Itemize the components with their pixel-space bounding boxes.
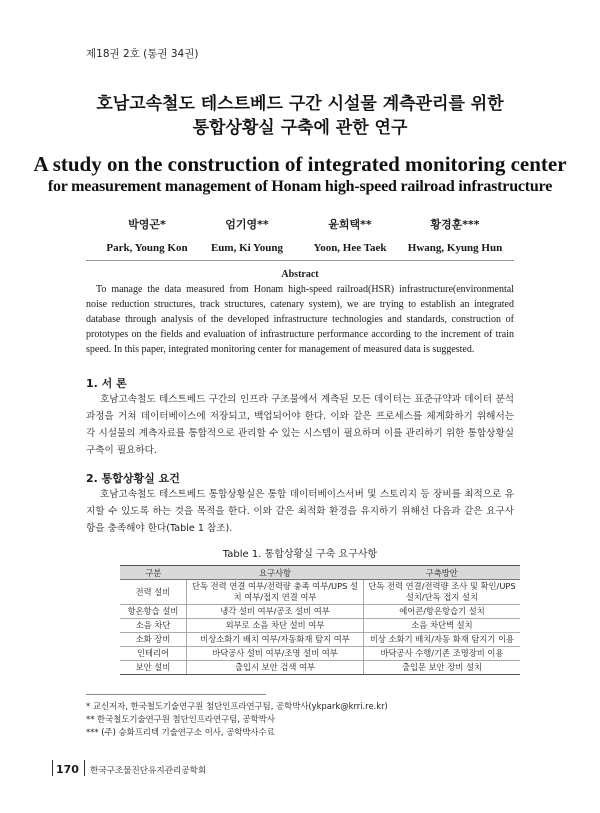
abstract-heading: Abstract: [281, 269, 319, 280]
header-divider: [86, 260, 514, 261]
table-header-category: 구분: [120, 566, 187, 580]
table-row: [120, 647, 520, 661]
table-cell-requirement: 냉각 설비 여부/공조 설비 여부: [187, 605, 364, 619]
author-ko-name: 박영곤*: [128, 218, 166, 231]
table-cell-plan: 에어콘/항온항습기 설치: [364, 605, 521, 619]
table-caption: Table 1. 통합상황실 구축 요구사항: [222, 549, 378, 560]
english-title-line-1: A study on the construction of integrated monitoring center: [33, 152, 567, 176]
requirements-table: [120, 565, 520, 675]
english-title-line-2: for measurement management of Honam high-speed railroad infrastructure: [47, 178, 553, 195]
author-4: [390, 216, 520, 254]
page-number: 170: [56, 763, 79, 776]
table-cell-requirement: 비상소화기 배치 여부/자동화재 탐지 여부: [187, 633, 364, 647]
table-header-plan: 구축방안: [364, 566, 521, 580]
section-1-body: 호남고속철도 테스트베드 구간의 인프라 구조물에서 계측된 모든 데이터는 표준규약과 데이터 분석과정을 거쳐 데이터베이스에 저장되고, 백업되어야 한다. 이와 같은 프로세스를 체계화하기 위해서는 각 시설물의 계측자료를 통합적으로 관리할 수 있는 시스템이 필요하며 이를 관리하기 위한 통합상황실 구축이 필요하다.: [86, 394, 514, 456]
author-ko-name: 황경훈***: [430, 218, 480, 231]
footnote-1: * 교신저자, 한국철도기술연구원 첨단인프라연구팀, 공학박사(ykpark@krri.re.kr): [86, 701, 388, 711]
journal-name: 한국구조물진단유지관리공학회: [90, 766, 207, 776]
table-cell-requirement: 단독 전력 연결 여부/전력량 충족 여부/UPS 설치 여부/접지 연결 여부: [187, 580, 364, 605]
table-row: [120, 661, 520, 675]
page-number-separator: [84, 760, 85, 776]
korean-title-line-1: 호남고속철도 테스트베드 구간 시설물 계측관리를 위한: [96, 94, 504, 114]
table-header-requirement: 요구사항: [187, 566, 364, 580]
table-cell-category: 보안 설비: [120, 661, 187, 675]
table-cell-requirement: 외부로 소음 차단 설비 여부: [187, 619, 364, 633]
section-1-heading: 1. 서 론: [86, 377, 127, 390]
author-en-name: Eum, Ki Young: [210, 242, 284, 254]
author-ko-name: 윤희택**: [328, 218, 372, 231]
table-cell-category: 항온항습 설비: [120, 605, 187, 619]
table-cell-category: 전력 설비: [120, 580, 187, 605]
author-en-name: Park, Young Kon: [106, 242, 188, 254]
table-row: [120, 580, 520, 605]
footnote-2: ** 한국철도기술연구원 첨단인프라연구팀, 공학박사: [86, 714, 275, 724]
volume-header: 제18권 2호 (통권 34권): [86, 48, 199, 60]
table-cell-plan: 비상 소화기 배치/자동 화재 탐지기 이용: [364, 633, 521, 647]
abstract-body: To manage the data measured from Honam high-speed railroad(HSR) infrastructure(environmental noise reduction structures, track structures, catenary system), we are trying to establish an integrated database through analysis of the developed infrastructure technologies and standards, construction of prototypes on the fields and evaluation of infrastructure performance according to the increment of train speed. In this paper, integrated monitoring center for management of measured data is suggested.: [86, 284, 514, 355]
table-row: [120, 619, 520, 633]
table-cell-plan: 출입문 보안 장비 설치: [364, 661, 521, 675]
table-cell-requirement: 출입시 보안 검색 여부: [187, 661, 364, 675]
table-cell-category: 소화 장비: [120, 633, 187, 647]
table-cell-requirement: 바닥공사 설비 여부/조명 설비 여부: [187, 647, 364, 661]
table-cell-plan: 바닥공사 수행/기존 조명장비 이용: [364, 647, 521, 661]
table-cell-category: 소음 차단: [120, 619, 187, 633]
footnote-3: *** (주) 승화프리텍 기술연구소 이사, 공학박사수료: [86, 727, 275, 737]
table-row: [120, 633, 520, 647]
table-row: [120, 605, 520, 619]
author-ko-name: 엄기영**: [225, 218, 269, 231]
footnote-divider: [86, 694, 266, 695]
table-cell-plan: 단독 전력 연결/전력량 조사 및 확인/UPS 설치/단독 접지 설치: [364, 580, 521, 605]
table-header-row: [120, 566, 520, 580]
author-en-name: Yoon, Hee Taek: [313, 242, 387, 254]
section-2-heading: 2. 통합상황실 요건: [86, 472, 180, 485]
table-cell-plan: 소음 차단벽 설치: [364, 619, 521, 633]
author-en-name: Hwang, Kyung Hun: [407, 242, 503, 254]
korean-title-line-2: 통합상황실 구축에 관한 연구: [192, 118, 408, 138]
table-cell-category: 인테리어: [120, 647, 187, 661]
section-2-body: 호남고속철도 테스트베드 통합상황실은 통합 데이터베이스서버 및 스토리지 등 장비를 최적으로 유지할 수 있도록 하는 것을 목적을 한다. 이와 같은 최적화 환경을 유지하기 위해선 다음과 같은 요구사항을 충족해야 한다(Table 1 참조).: [86, 489, 514, 534]
page-number-bar: [52, 760, 53, 776]
